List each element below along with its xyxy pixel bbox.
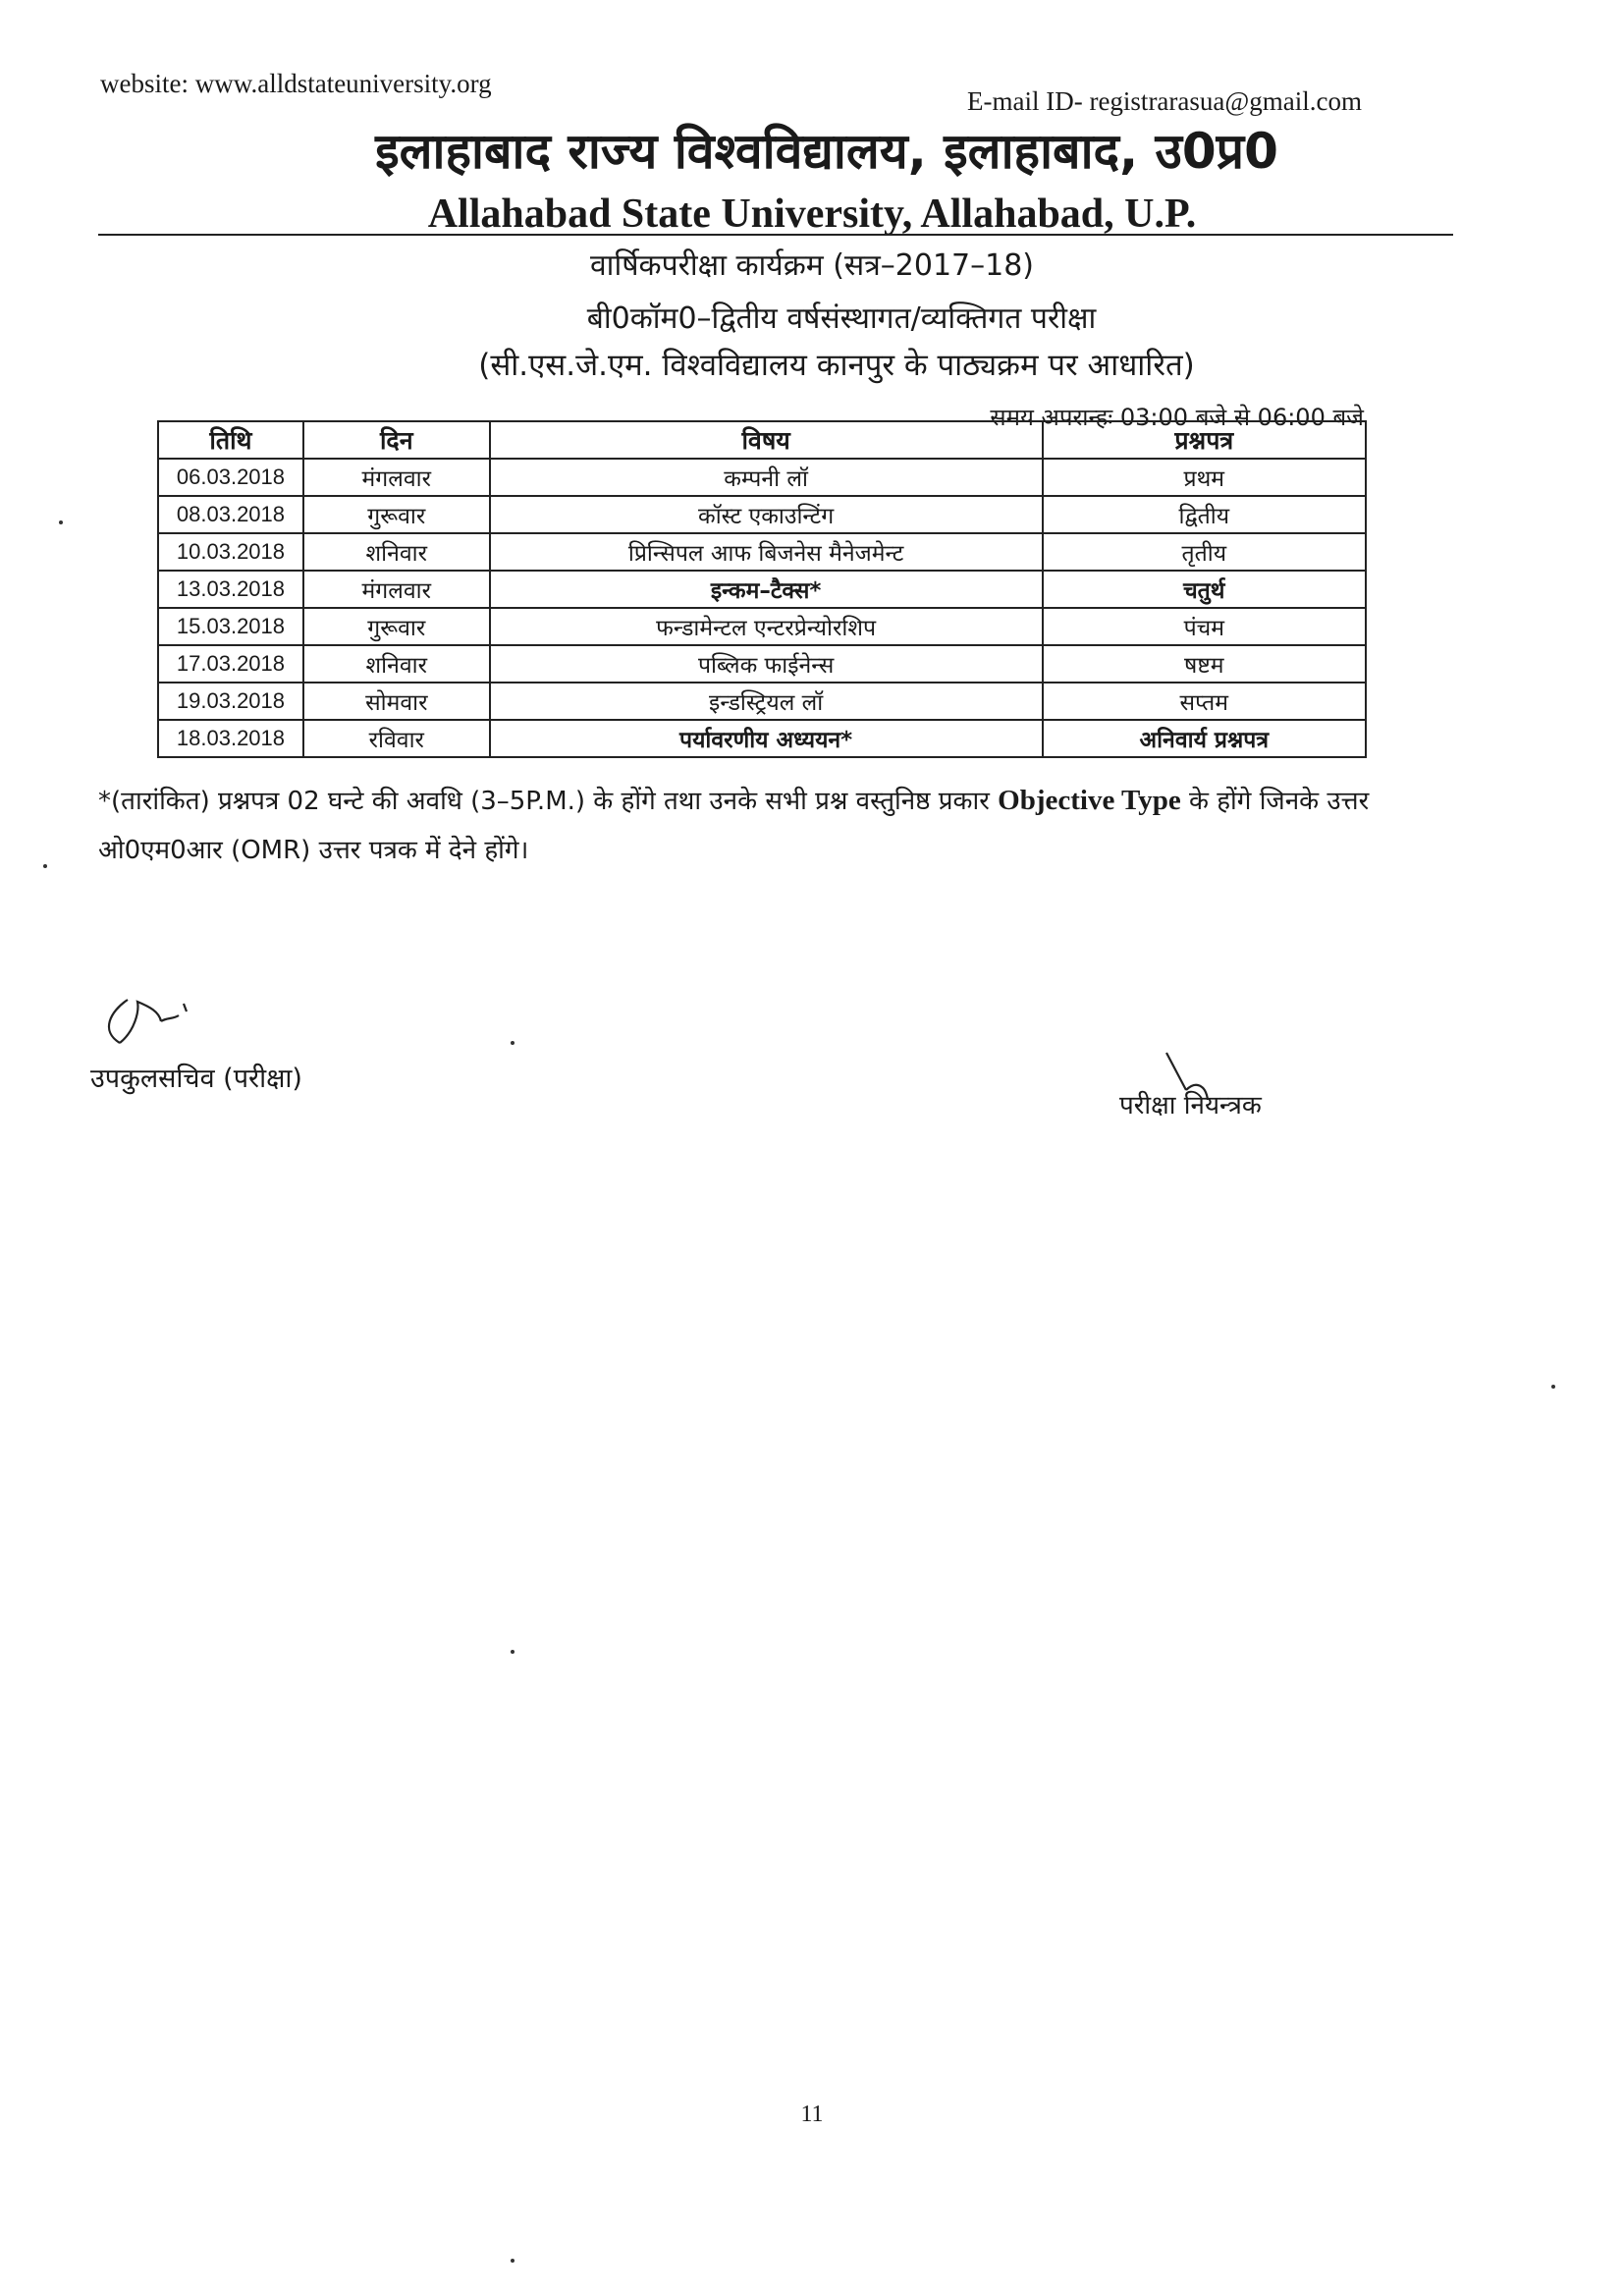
university-title-hindi: इलाहाबाद राज्य विश्वविद्यालय, इलाहाबाद, उ0प्र0 xyxy=(375,123,1278,180)
header-date: तिथि xyxy=(158,421,303,459)
table-row xyxy=(158,496,1366,533)
date-cell: 17.03.2018 xyxy=(158,645,303,683)
footnote xyxy=(98,776,1473,875)
subject-cell: कॉस्ट एकाउन्टिंग xyxy=(490,496,1043,533)
course-heading: बी0कॉम0–द्वितीय वर्षसंस्थागत/व्यक्तिगत परीक्षा xyxy=(586,301,1097,336)
scan-speck xyxy=(511,2259,514,2263)
subject-cell: पर्यावरणीय अध्ययन* xyxy=(490,720,1043,757)
paper-cell: षष्टम xyxy=(1043,645,1366,683)
syllabus-note: (सी.एस.जे.एम. विश्वविद्यालय कानपुर के पाठ्यक्रम पर आधारित) xyxy=(478,348,1195,383)
deputy-registrar-label: उपकुलसचिव (परीक्षा) xyxy=(90,1064,302,1094)
paper-cell: अनिवार्य प्रश्नपत्र xyxy=(1043,720,1366,757)
exam-schedule-table xyxy=(157,420,1367,758)
paper-cell: प्रथम xyxy=(1043,459,1366,496)
header-day: दिन xyxy=(303,421,490,459)
header-subject: विषय xyxy=(490,421,1043,459)
date-cell: 10.03.2018 xyxy=(158,533,303,571)
email-text: E-mail ID- registrarasua@gmail.com xyxy=(967,86,1362,116)
table-row xyxy=(158,720,1366,757)
day-cell: शनिवार xyxy=(303,645,490,683)
table-row xyxy=(158,533,1366,571)
day-cell: शनिवार xyxy=(303,533,490,571)
table-row xyxy=(158,608,1366,645)
paper-cell: सप्तम xyxy=(1043,683,1366,720)
exam-schedule-heading: वार्षिकपरीक्षा कार्यक्रम (सत्र–2017–18) xyxy=(590,248,1034,283)
scan-speck xyxy=(59,520,63,524)
table-header-row xyxy=(158,421,1366,459)
date-cell: 15.03.2018 xyxy=(158,608,303,645)
website-text: website: www.alldstateuniversity.org xyxy=(100,69,492,98)
scan-speck xyxy=(511,1041,514,1045)
day-cell: रविवार xyxy=(303,720,490,757)
day-cell: गुरूवार xyxy=(303,608,490,645)
date-cell: 13.03.2018 xyxy=(158,571,303,608)
page-number: 11 xyxy=(800,2102,824,2127)
footnote-text-continued: के होंगे जिनके उत्तर ओ0एम0आर (OMR) उत्तर पत्रक में देने होंगे। xyxy=(98,787,1370,865)
date-cell: 08.03.2018 xyxy=(158,496,303,533)
date-cell: 18.03.2018 xyxy=(158,720,303,757)
subject-cell: प्रिन्सिपल आफ बिजनेस मैनेजमेन्ट xyxy=(490,533,1043,571)
footnote-text: *(तारांकित) प्रश्नपत्र 02 घन्टे की अवधि (3–5P.M.) के होंगे तथा उनके सभी प्रश्न वस्तुनिष्ठ प्रकार xyxy=(98,787,999,816)
subject-cell: पब्लिक फाईनेन्स xyxy=(490,645,1043,683)
exam-timing: समय अपरान्हः 03:00 बजे से 06:00 बजे xyxy=(990,404,1364,431)
day-cell: मंगलवार xyxy=(303,459,490,496)
scan-speck xyxy=(1551,1385,1555,1389)
date-cell: 06.03.2018 xyxy=(158,459,303,496)
scan-speck xyxy=(511,1650,514,1654)
table-row xyxy=(158,683,1366,720)
subject-cell: कम्पनी लॉ xyxy=(490,459,1043,496)
paper-cell: पंचम xyxy=(1043,608,1366,645)
date-cell: 19.03.2018 xyxy=(158,683,303,720)
header-divider xyxy=(98,234,1453,236)
exam-controller-label: परीक्षा नियन्त्रक xyxy=(1119,1091,1262,1121)
table-row xyxy=(158,645,1366,683)
table-row xyxy=(158,571,1366,608)
table-row xyxy=(158,459,1366,496)
paper-cell: तृतीय xyxy=(1043,533,1366,571)
subject-cell: इन्डस्ट्रियल लॉ xyxy=(490,683,1043,720)
subject-cell: इन्कम–टैक्स* xyxy=(490,571,1043,608)
footnote-objective-type: Objective Type xyxy=(998,785,1181,816)
day-cell: मंगलवार xyxy=(303,571,490,608)
paper-cell: चतुर्थ xyxy=(1043,571,1366,608)
deputy-registrar-signature xyxy=(90,992,208,1061)
header-paper: प्रश्नपत्र xyxy=(1043,421,1366,459)
subject-cell: फन्डामेन्टल एन्टरप्रेन्योरशिप xyxy=(490,608,1043,645)
day-cell: गुरूवार xyxy=(303,496,490,533)
university-title-english: Allahabad State University, Allahabad, U.P. xyxy=(427,191,1197,237)
day-cell: सोमवार xyxy=(303,683,490,720)
scan-speck xyxy=(43,864,47,868)
paper-cell: द्वितीय xyxy=(1043,496,1366,533)
